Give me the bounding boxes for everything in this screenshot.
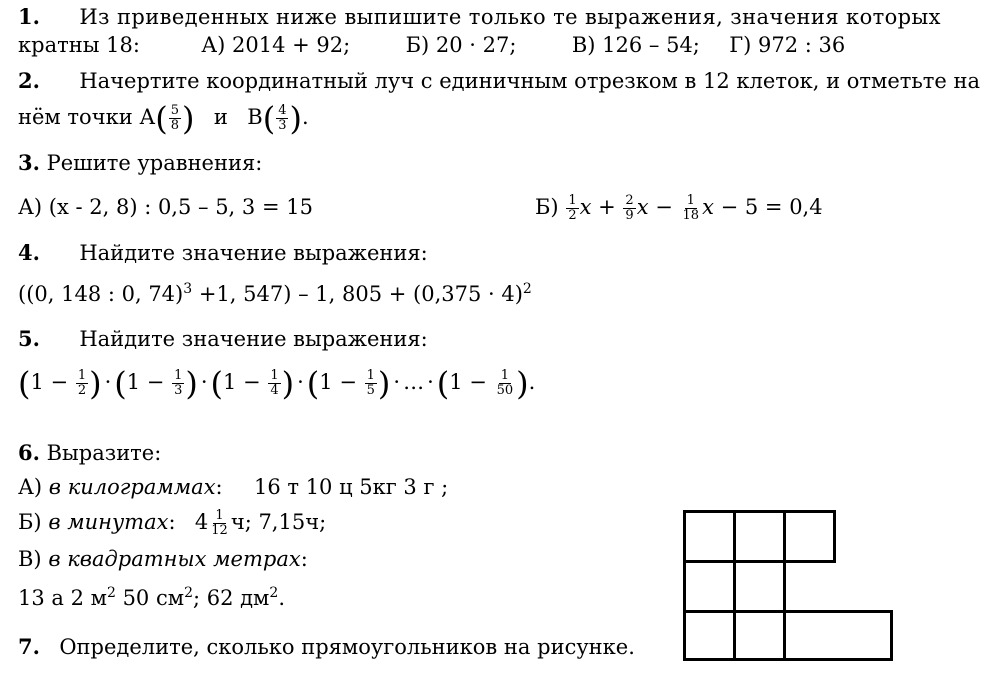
task5-heading <box>18 326 428 352</box>
task1-option-b: Б) 20 · 27; <box>405 33 517 57</box>
task7-number: 7. <box>18 634 40 659</box>
product-factor: (1 − $\frac{1}{5}$ ) <box>306 364 391 403</box>
cell-r1-c3 <box>785 512 835 562</box>
task3-equation-b: Б) $\frac{1}{2}$ x + $\frac{2}{9}$ x − $\frac{1}{18}$ x − 5 = 0,4 <box>535 193 823 223</box>
task6-item-a: А) в килограммах: 16 т 10 ц 5кг 3 г ; <box>18 475 449 499</box>
product-factor: (1 − $\frac{1}{4}$ ) <box>210 364 295 403</box>
task6-heading <box>18 440 161 466</box>
product-factor: (1 − $\frac{1}{3}$ ) <box>114 364 198 403</box>
cell-r1-c1 <box>685 512 735 562</box>
cell-r3-c2 <box>735 612 785 660</box>
task1-line2 <box>18 32 845 58</box>
task5-text: Найдите значение выражения: <box>79 327 428 351</box>
task6-item-b: Б) в минутах: 4 $\frac{1}{12}$ ч; 7,15ч; <box>18 508 327 538</box>
task7-line <box>18 634 635 660</box>
product-factor: (1 − $\frac{1}{2}$ ) <box>18 364 102 403</box>
task5-number: 5. <box>18 326 40 351</box>
task4-expression: ((0, 148 : 0, 74)$^3$ +1, 547) – 1, $805 + (0,375 \cdot 4)^2$ <box>18 281 532 306</box>
task1-line1 <box>18 4 941 30</box>
task6-item-c: В) в квадратных метрах: <box>18 547 308 571</box>
task3-heading <box>18 150 262 176</box>
cell-r2-c1 <box>685 562 735 612</box>
cell-r2-c2 <box>735 562 785 612</box>
point-a-fraction: $\frac{5}{8}$ <box>170 103 180 133</box>
product-factor: (1 − $\frac{1}{50}$ ) <box>436 364 529 403</box>
task1-option-d: Г) 972 : 36 <box>729 33 846 57</box>
cell-r3-c1 <box>685 612 735 660</box>
task1-number: 1. <box>18 4 40 29</box>
task4-heading <box>18 240 428 266</box>
point-b-fraction: $\frac{4}{3}$ <box>278 103 287 133</box>
task1-text: Из приведенных ниже выпишите только те выражения, значения которых <box>79 5 941 29</box>
task5-product: (1 − $\frac{1}{2}$ ) ·(1 − $\frac{1}{3}$ ) ·(1 − $\frac{1}{4}$ ) ·(1 − $\frac{1}{5}$ ) · … ·(1 − $\frac{1}{50}$ ). <box>18 364 536 403</box>
task2-line1 <box>18 68 980 94</box>
rectangles-figure <box>683 510 895 662</box>
task4-text: Найдите значение выражения: <box>79 241 428 265</box>
task2-line2: нём точки А( $\frac{5}{8}$ ) и В( $\frac{4}{3}$ ). <box>18 99 309 138</box>
task1-multiple-label: кратны 18: <box>18 33 140 57</box>
task3-number: 3. <box>18 150 40 175</box>
task2-points-label: нём точки А <box>18 105 156 129</box>
task4-number: 4. <box>18 240 40 265</box>
task2-and: и <box>213 105 228 129</box>
task6-number: 6. <box>18 440 40 465</box>
task2-point-b-label: В <box>247 105 263 129</box>
task7-text: Определите, сколько прямоугольников на рисунке. <box>59 635 635 659</box>
task1-option-c: В) 126 – 54; <box>571 33 700 57</box>
task3-equation-a: А) (x - 2, 8) : 0,5 – 5, 3 = 15 <box>18 195 313 219</box>
task6-text: Выразите: <box>46 441 162 465</box>
task3-text: Решите уравнения: <box>46 151 263 175</box>
task6-item-c-values: 13 а 2 $м^2$ 50 $см^2$; 62 $дм^2$. <box>18 585 286 610</box>
cell-r3-c3 <box>785 612 892 660</box>
cell-r1-c2 <box>735 512 785 562</box>
task1-option-a: А) 2014 + 92; <box>201 33 351 57</box>
task2-text: Начертите координатный луч с единичным отрезком в 12 клеток, и отметьте на <box>79 69 981 93</box>
task2-number: 2. <box>18 68 40 93</box>
